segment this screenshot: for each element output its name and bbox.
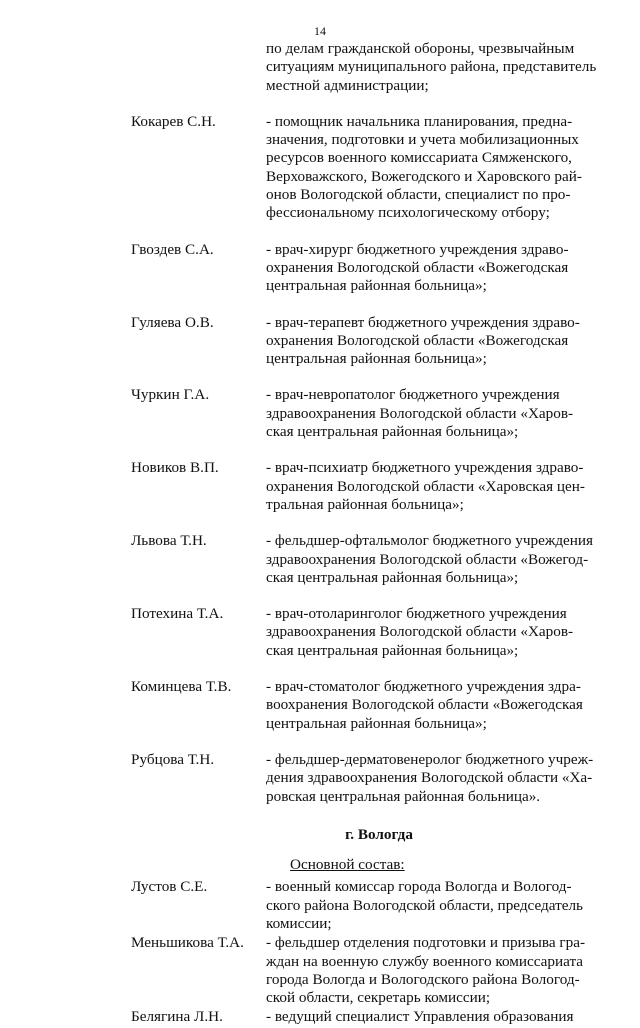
entry-name [131, 40, 266, 95]
member-entry [131, 241, 597, 296]
member-name: Гуляева О.В. [131, 313, 214, 331]
member-description: - врач-терапевт бюджетного учреждения здраво- охранения Вологодской области «Вожегодская центральная районная больница»; [266, 313, 580, 368]
member-entry [131, 751, 597, 806]
member-description: - фельдшер отделения подготовки и призыва гра- ждан на военную службу военного комиссариата города Вологда и Вологодского района Вологод- ской области, секретарь комиссии; [266, 934, 586, 1007]
member-description: - врач-невропатолог бюджетного учреждения здравоохранения Вологодской области «Харов- ская центральная районная больница»; [266, 386, 574, 441]
member-name: Львова Т.Н. [131, 532, 207, 550]
section-subtitle: Основной состав: [290, 856, 405, 874]
member-name: Чуркин Г.А. [131, 386, 210, 404]
member-name: Кокарев С.Н. [131, 112, 216, 130]
member-name: Лустов С.Е. [131, 878, 208, 896]
member-description: - военный комиссар города Вологда и Вологод- ского района Вологодской области, председатель комиссии; [266, 878, 583, 932]
member-name: Новиков В.П. [131, 459, 219, 477]
member-entry [131, 678, 597, 733]
member-entry [131, 386, 597, 441]
member-name: Коминцева Т.В. [131, 678, 232, 696]
member-entry [131, 314, 597, 369]
document-body [131, 40, 597, 1028]
entry-description: по делам гражданской обороны, чрезвычайным ситуациям муниципального района, представитель местной администрации; [266, 40, 597, 94]
member-description: - врач-психиатр бюджетного учреждения здраво- охранения Вологодской области «Харовская цен- тральная районная больница»; [266, 459, 585, 513]
member-name: Белягина Л.Н. [131, 1008, 223, 1026]
member-name: Гвоздев С.А. [131, 240, 214, 258]
member-entry [131, 934, 597, 1007]
member-description: - врач-отоларинголог бюджетного учреждения здравоохранения Вологодской области «Харов- ская центральная районная больница»; [266, 605, 574, 659]
member-description: - фельдшер-дерматовенеролог бюджетного учреж- дения здравоохранения Вологодской области «Ха- ровская центральная районная больница». [266, 750, 594, 805]
continuation-entry [131, 40, 597, 95]
member-entry [131, 1008, 597, 1026]
member-entry [131, 605, 597, 660]
member-description: - помощник начальника планирования, предна- значения, подготовки и учета мобилизационных ресурсов военного комиссариата Сямженского, Верховажского, Вожегодского и Харовского рай- онов Вологодской области, специалист по про- фессиональному психологическому отбору; [266, 112, 582, 222]
member-entry [131, 878, 597, 933]
section-title: г. Вологда [345, 825, 413, 843]
member-entry [131, 113, 597, 223]
member-description: - фельдшер-офтальмолог бюджетного учреждения здравоохранения Вологодской области «Вожегод- ская центральная районная больница»; [266, 532, 594, 586]
member-name: Рубцова Т.Н. [131, 750, 215, 768]
member-name: Потехина Т.А. [131, 605, 224, 623]
member-entry [131, 459, 597, 514]
member-description: - врач-хирург бюджетного учреждения здраво- охранения Вологодской области «Вожегодская центральная районная больница»; [266, 240, 569, 295]
member-entry [131, 532, 597, 587]
member-description: - ведущий специалист Управления образования [266, 1008, 574, 1026]
page-number: 14 [314, 24, 326, 38]
member-name: Меньшикова Т.А. [131, 934, 244, 952]
member-description: - врач-стоматолог бюджетного учреждения здра- воохранения Вологодской области «Вожегодская центральная районная больница»; [266, 678, 583, 732]
